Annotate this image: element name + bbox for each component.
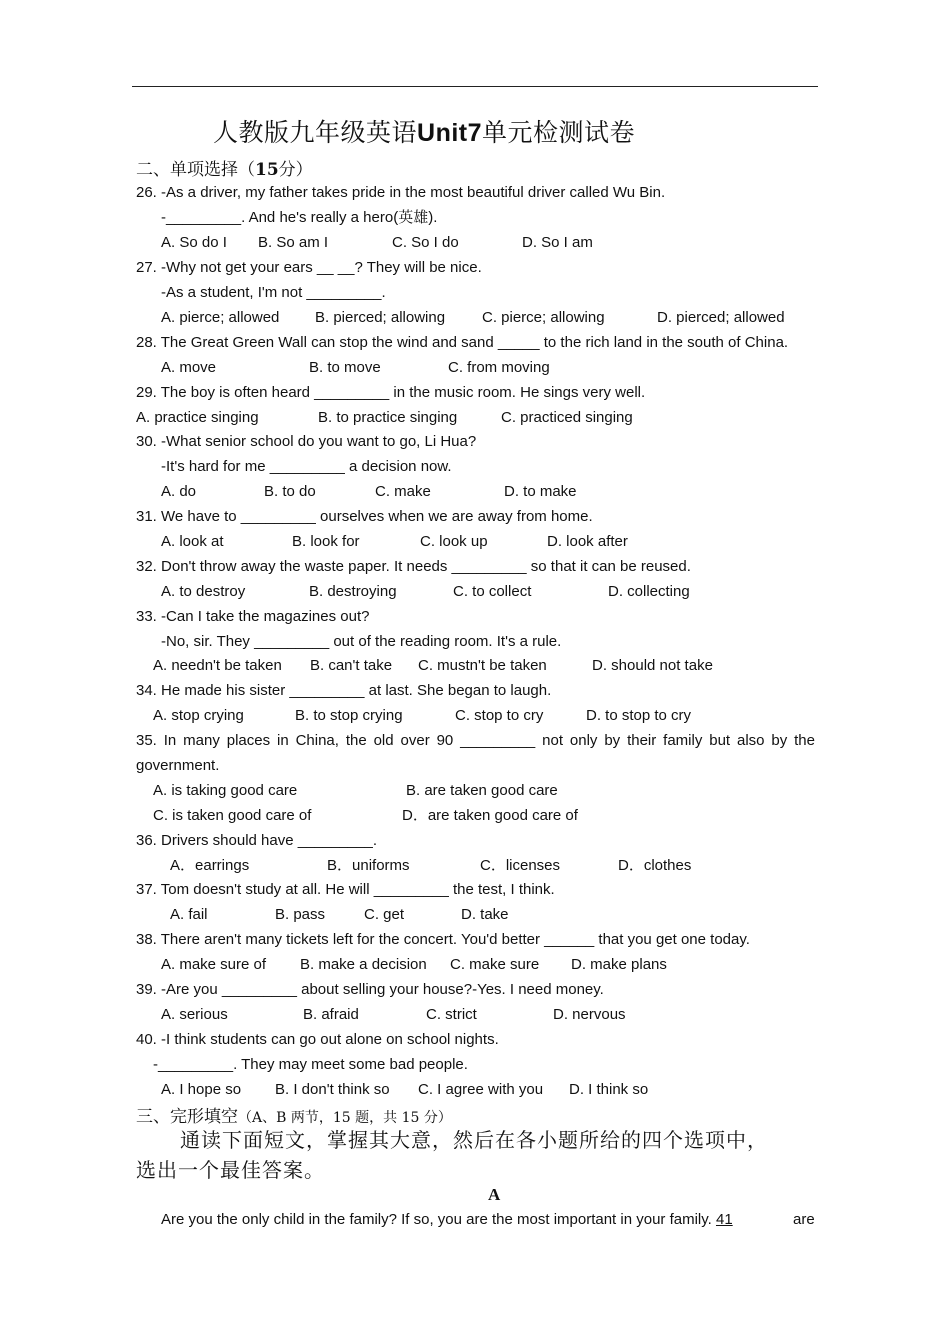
question-36-option-d[interactable]: D．clothes [618,857,692,874]
question-26-option-d[interactable]: D. So I am [522,234,593,251]
question-28-option-c[interactable]: C. from moving [448,359,550,376]
question-35-option-a[interactable]: A. is taking good care [153,782,298,799]
question-40-option-a[interactable]: A. I hope so [161,1081,242,1098]
question-39-option-b[interactable]: B. afraid [303,1006,359,1023]
section-3-note: （A、B 两节，15 题，共 15 分） [238,1110,452,1126]
question-28-stem: 28. The Great Green Wall can stop the wind and sand _____ to the rich land in the south of China. [136,334,789,351]
question-35-stem-2: government. [136,757,220,774]
blank-41[interactable]: 41 [715,1211,733,1228]
question-36-stem: 36. Drivers should have _________. [136,832,377,849]
question-29-option-a[interactable]: A. practice singing [136,409,259,426]
question-35-option-c[interactable]: C. is taken good care of [153,807,312,824]
question-37-option-d[interactable]: D. take [461,906,509,923]
question-31-option-d[interactable]: D. look after [547,533,628,550]
question-33-option-d[interactable]: D. should not take [592,657,713,674]
question-35-stem: 35. In many places in China, the old over 90 _________ not only by their family but also by the [136,732,815,749]
question-27-stem-2: -As a student, I'm not _________. [161,284,386,301]
question-27-option-a[interactable]: A. pierce; allowed [161,309,280,326]
question-27-option-b[interactable]: B. pierced; allowing [315,309,446,326]
question-35-option-d[interactable]: D．are taken good care of [402,807,578,824]
section-2-label: 二、单项选择（ [136,160,255,180]
question-38-option-c[interactable]: C. make sure [450,956,540,973]
passage-line-1-text: Are you the only child in the family? If so, you are the most important in your family. [161,1211,712,1228]
question-34-option-b[interactable]: B. to stop crying [295,707,403,724]
question-27-option-c[interactable]: C. pierce; allowing [482,309,605,326]
question-30-option-d[interactable]: D. to make [504,483,577,500]
question-26-option-c[interactable]: C. So I do [392,234,459,251]
instruction-line-2: 选出一个最佳答案。 [136,1158,325,1182]
question-29-stem: 29. The boy is often heard _________ in the music room. He sings very well. [136,384,646,401]
question-31-option-c[interactable]: C. look up [420,533,488,550]
question-31-stem: 31. We have to _________ ourselves when we are away from home. [136,508,593,525]
question-30-stem-2: -It's hard for me _________ a decision now. [161,458,452,475]
question-32-option-a[interactable]: A. to destroy [161,583,246,600]
question-40-option-b[interactable]: B. I don't think so [275,1081,390,1098]
question-33-stem: 33. -Can I take the magazines out? [136,608,370,625]
question-31-option-b[interactable]: B. look for [292,533,360,550]
question-29-option-b[interactable]: B. to practice singing [318,409,458,426]
question-32-option-d[interactable]: D. collecting [608,583,690,600]
question-32-stem: 32. Don't throw away the waste paper. It needs _________ so that it can be reused. [136,558,691,575]
question-40-option-c[interactable]: C. I agree with you [418,1081,544,1098]
question-30-option-a[interactable]: A. do [161,483,197,500]
question-35-option-b[interactable]: B. are taken good care [406,782,558,799]
question-38-option-a[interactable]: A. make sure of [161,956,267,973]
question-38-option-b[interactable]: B. make a decision [300,956,427,973]
question-31-option-a[interactable]: A. look at [161,533,224,550]
question-26-option-b[interactable]: B. So am I [258,234,329,251]
passage-line-1 [161,1211,733,1229]
question-37-option-a[interactable]: A. fail [170,906,208,923]
section-3-label: 三、完形填空 [136,1107,238,1127]
question-38-option-d[interactable]: D. make plans [571,956,667,973]
question-27-stem: 27. -Why not get your ears __ __? They will be nice. [136,259,482,276]
question-37-option-b[interactable]: B. pass [275,906,326,923]
question-37-stem: 37. Tom doesn't study at all. He will _________ the test, I think. [136,881,555,898]
section-2-heading [136,155,313,180]
question-34-option-c[interactable]: C. stop to cry [455,707,544,724]
title-suffix: 单元检测试卷 [482,118,636,147]
question-30-option-c[interactable]: C. make [375,483,431,500]
title-prefix: 人教版九年级英语 [213,118,418,147]
passage-line-1-end: are [793,1211,815,1228]
question-26-stem-2: -_________. And he's really a hero(英雄). [161,209,438,226]
question-39-option-a[interactable]: A. serious [161,1006,228,1023]
passage-label: A [488,1185,501,1204]
question-33-option-b[interactable]: B. can't take [310,657,393,674]
question-29-option-c[interactable]: C. practiced singing [501,409,633,426]
question-30-stem: 30. -What senior school do you want to go, Li Hua? [136,433,477,450]
question-39-stem: 39. -Are you _________ about selling your house?-Yes. I need money. [136,981,604,998]
question-39-option-c[interactable]: C. strict [426,1006,477,1023]
question-33-stem-2: -No, sir. They _________ out of the reading room. It's a rule. [161,633,562,650]
section-2-label-end: 分） [278,160,313,180]
question-38-stem: 38. There aren't many tickets left for the concert. You'd better ______ that you get one today. [136,931,750,948]
question-37-option-c[interactable]: C. get [364,906,405,923]
instruction-line-1: 通读下面短文，掌握其大意，然后在各小题所给的四个选项中， [180,1128,768,1152]
page-title [213,113,635,149]
question-28-option-b[interactable]: B. to move [309,359,381,376]
section-2-score: 15 [255,160,279,180]
title-unit: Unit7 [417,119,483,147]
question-32-option-c[interactable]: C. to collect [453,583,532,600]
question-32-option-b[interactable]: B. destroying [309,583,397,600]
question-33-option-c[interactable]: C. mustn't be taken [418,657,547,674]
question-40-stem: 40. -I think students can go out alone on school nights. [136,1031,499,1048]
question-27-option-d[interactable]: D. pierced; allowed [657,309,785,326]
question-39-option-d[interactable]: D. nervous [553,1006,626,1023]
question-26-option-a[interactable]: A. So do I [161,234,227,251]
question-36-option-c[interactable]: C．licenses [480,857,561,874]
question-36-option-a[interactable]: A．earrings [170,857,250,874]
question-36-option-b[interactable]: B．uniforms [327,857,410,874]
question-40-option-d[interactable]: D. I think so [569,1081,649,1098]
question-26-stem: 26. -As a driver, my father takes pride in the most beautiful driver called Wu Bin. [136,184,666,201]
question-34-option-d[interactable]: D. to stop to cry [586,707,692,724]
question-28-option-a[interactable]: A. move [161,359,217,376]
question-30-option-b[interactable]: B. to do [264,483,316,500]
top-rule [132,86,818,87]
question-40-stem-2: -_________. They may meet some bad people. [153,1056,468,1073]
question-34-option-a[interactable]: A. stop crying [153,707,244,724]
question-33-option-a[interactable]: A. needn't be taken [153,657,282,674]
question-34-stem: 34. He made his sister _________ at last. She began to laugh. [136,682,552,699]
